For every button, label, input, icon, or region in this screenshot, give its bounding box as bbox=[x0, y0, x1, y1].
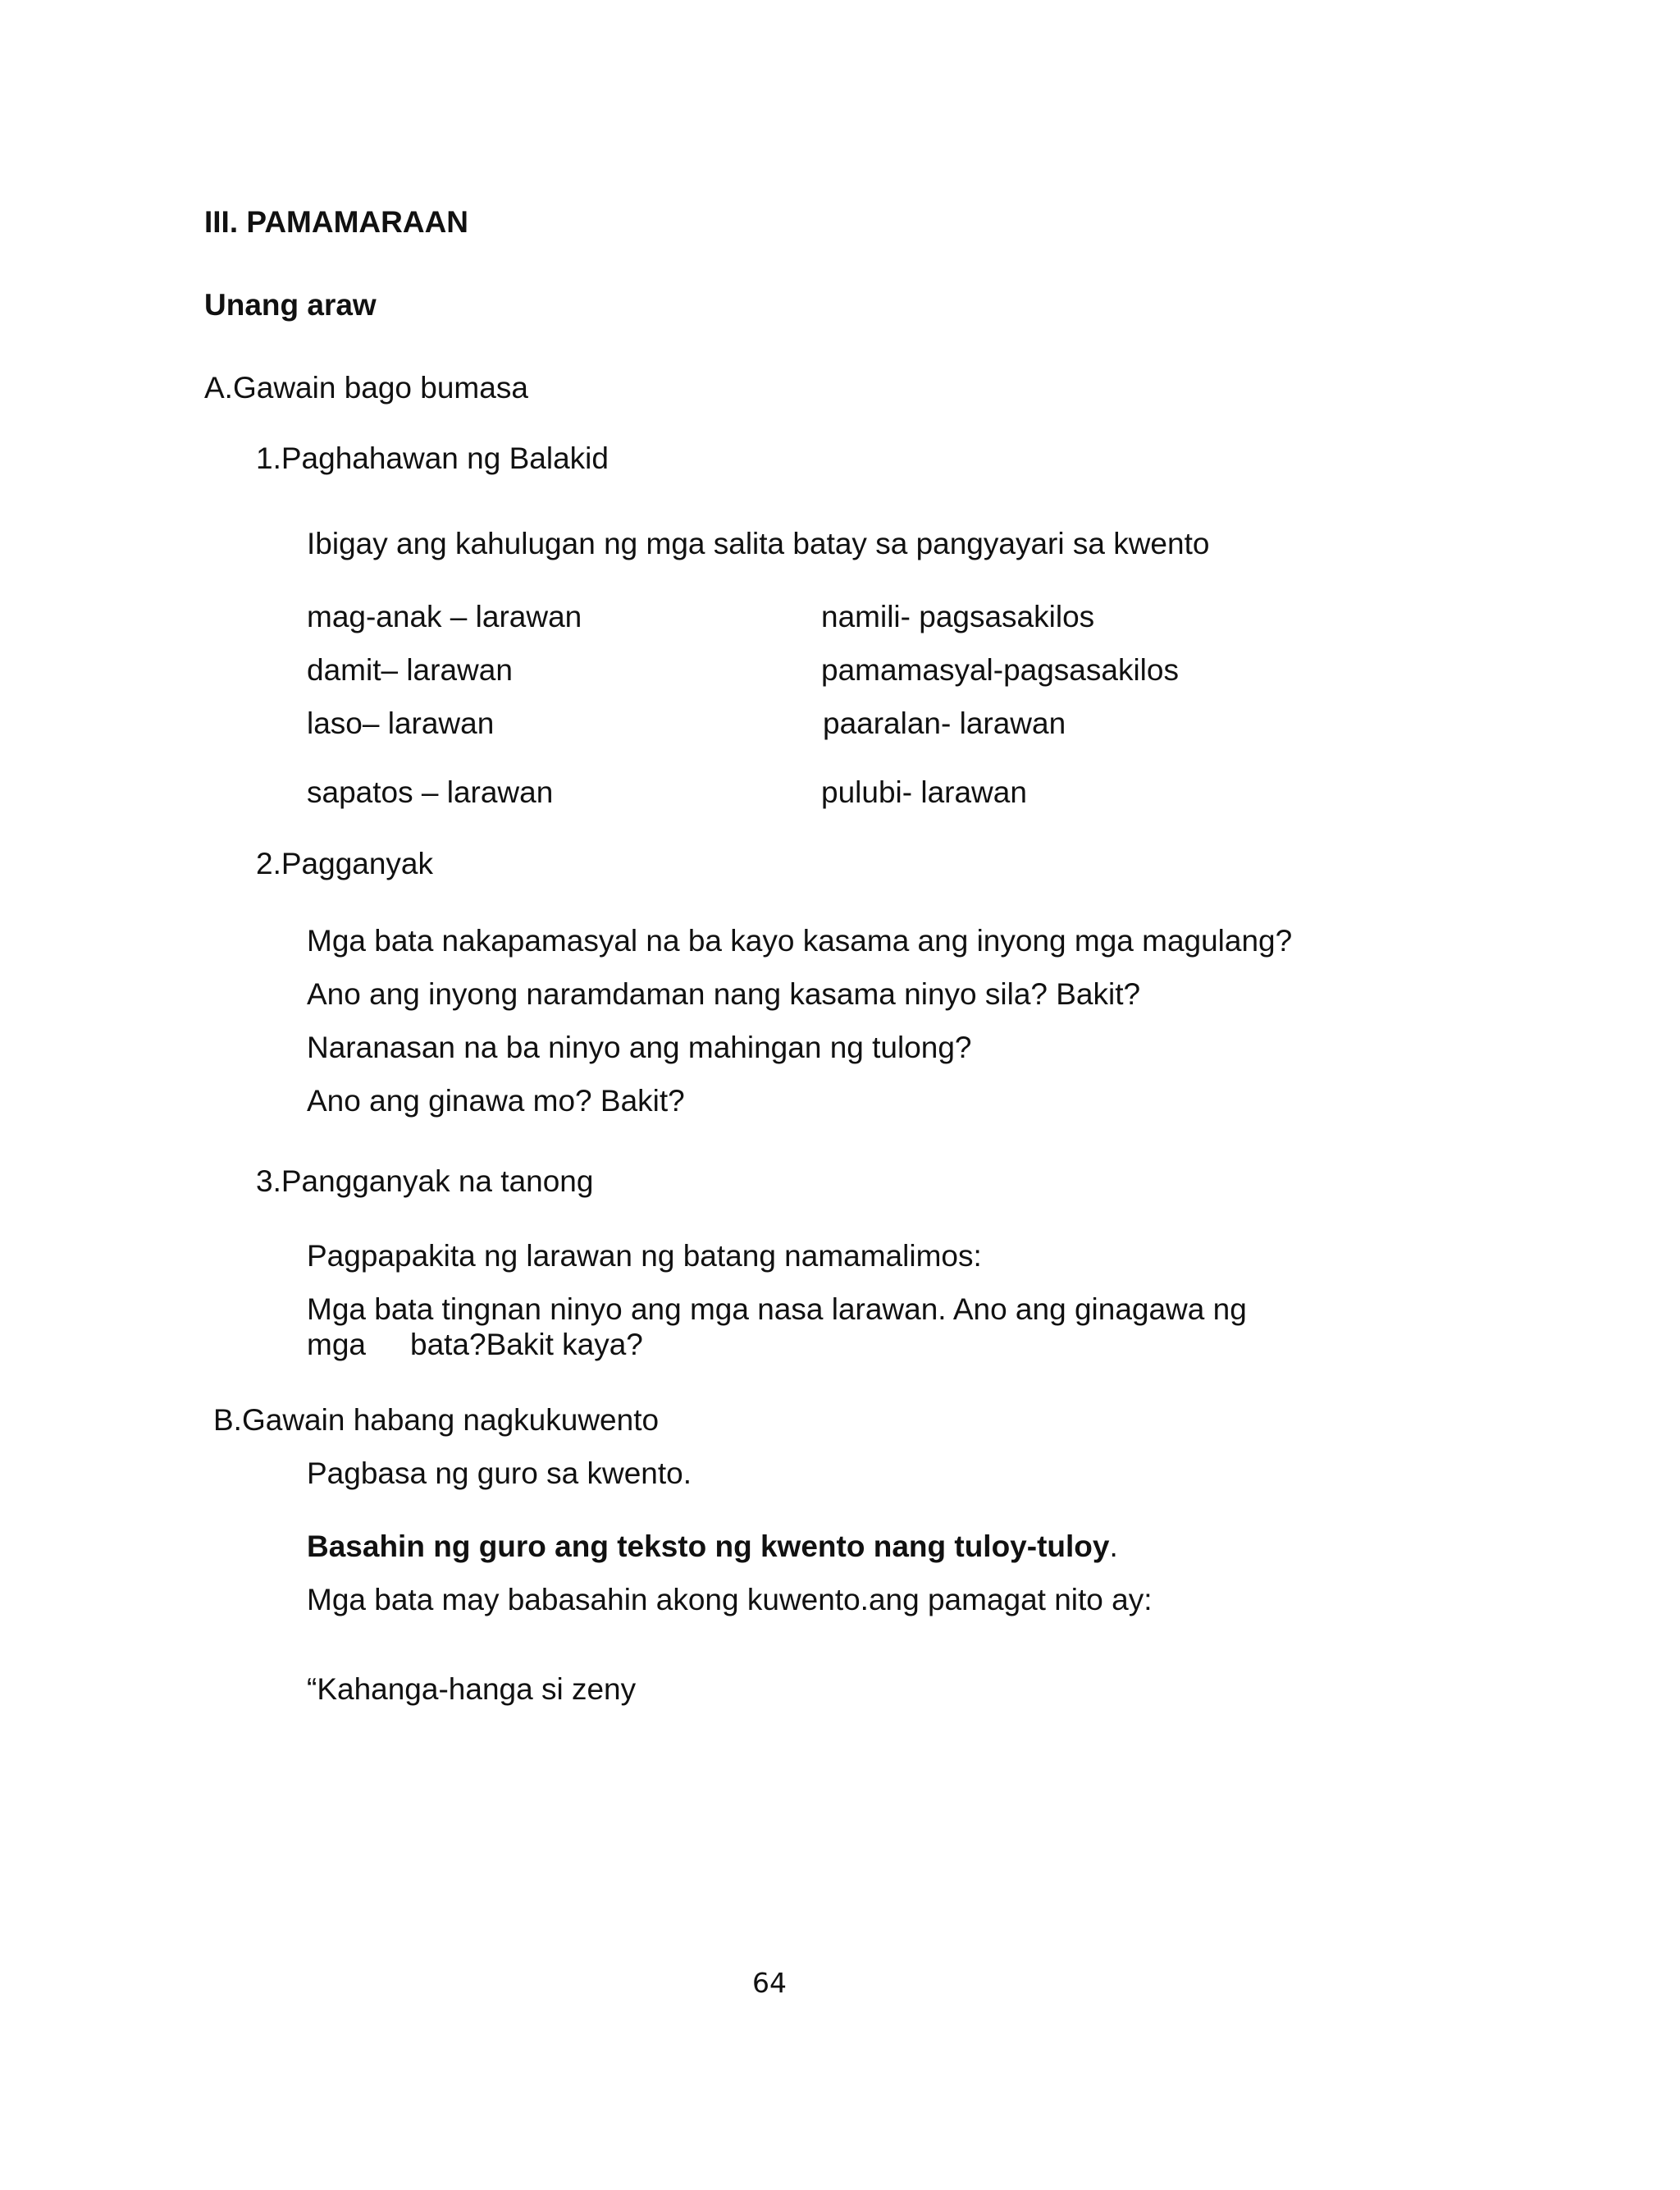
item3-heading: 3.Pangganyak na tanong bbox=[256, 1164, 594, 1198]
story-title: “Kahanga-hanga si zeny bbox=[307, 1672, 637, 1706]
item3-line-word: mga bbox=[307, 1328, 366, 1361]
item3-line: Pagpapakita ng larawan ng batang namamalimos: bbox=[307, 1239, 982, 1273]
day-heading: Unang araw bbox=[204, 288, 377, 322]
item2-heading: 2.Pagganyak bbox=[256, 847, 434, 880]
section-title: III. PAMAMARAAN bbox=[204, 205, 469, 239]
vocab-left-item: mag-anak – larawan bbox=[307, 600, 582, 633]
part-b-line: Mga bata may babasahin akong kuwento.ang pamagat nito ay: bbox=[307, 1583, 1153, 1616]
vocab-right-item: pulubi- larawan bbox=[821, 775, 1027, 809]
item2-question: Ano ang ginawa mo? Bakit? bbox=[307, 1084, 685, 1118]
vocab-right-item: namili- pagsasakilos bbox=[821, 600, 1095, 633]
vocab-left-item: laso– larawan bbox=[307, 706, 495, 740]
vocab-right-item: pamamasyal-pagsasakilos bbox=[821, 653, 1179, 687]
part-b-bold-line bbox=[307, 1529, 1118, 1565]
item1-heading: 1.Paghahawan ng Balakid bbox=[256, 441, 609, 475]
vocab-left-item: damit– larawan bbox=[307, 653, 513, 687]
part-b-line: Pagbasa ng guro sa kwento. bbox=[307, 1456, 692, 1490]
item2-question: Naranasan na ba ninyo ang mahingan ng tulong? bbox=[307, 1031, 972, 1064]
part-b-bold-text: Basahin ng guro ang teksto ng kwento nang tuloy-tuloy bbox=[307, 1529, 1110, 1563]
vocab-right-item: paaralan- larawan bbox=[823, 706, 1066, 740]
item3-line: Mga bata tingnan ninyo ang mga nasa larawan. Ano ang ginagawa ng bbox=[307, 1292, 1247, 1326]
part-a-heading: A.Gawain bago bumasa bbox=[204, 371, 528, 405]
part-b-heading: B.Gawain habang nagkukuwento bbox=[213, 1403, 660, 1437]
page-number: 64 bbox=[752, 1967, 787, 1999]
item2-question: Mga bata nakapamasyal na ba kayo kasama ang inyong mga magulang? bbox=[307, 924, 1293, 958]
item2-question: Ano ang inyong naramdaman nang kasama ninyo sila? Bakit? bbox=[307, 977, 1141, 1011]
vocab-left-item: sapatos – larawan bbox=[307, 775, 554, 809]
part-b-bold-period: . bbox=[1109, 1529, 1118, 1563]
item3-line-rest: bata?Bakit kaya? bbox=[410, 1328, 643, 1361]
item1-instruction: Ibigay ang kahulugan ng mga salita batay sa pangyayari sa kwento bbox=[307, 527, 1210, 560]
